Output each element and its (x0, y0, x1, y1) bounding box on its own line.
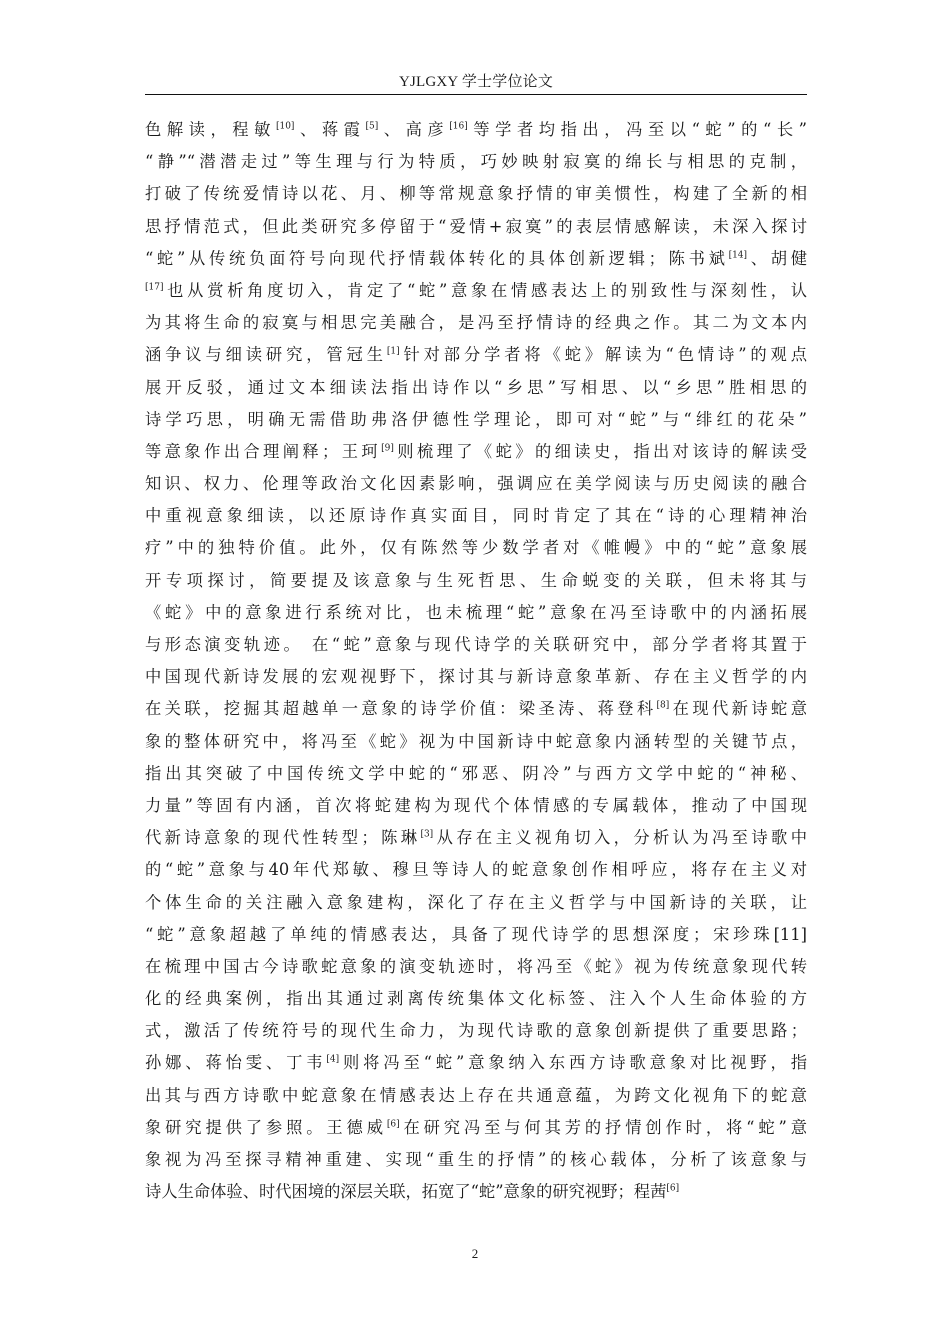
text-line: 孙娜、蒋怡雯、丁韦[4]则将冯至“蛇”意象纳入东西方诗歌意象对比视野，指 (145, 1053, 807, 1073)
citation-marker: [3] (420, 829, 434, 840)
text-line: 代新诗意象的现代性转型；陈琳[3]从存在主义视角切入，分析认为冯至诗歌中 (145, 828, 807, 848)
citation-marker: [14] (728, 250, 748, 261)
text-line: 在关联，挖掘其超越单一意象的诗学价值：梁圣涛、蒋登科[8]在现代新诗蛇意 (145, 699, 807, 719)
citation-marker: [8] (656, 700, 670, 711)
text-line: 式，激活了传统符号的现代生命力，为现代诗歌的意象创新提供了重要思路； (145, 1021, 807, 1041)
citation-marker: [1] (386, 346, 400, 357)
text-line: 象研究提供了参照。王德威[6]在研究冯至与何其芳的抒情创作时，将“蛇”意 (145, 1117, 807, 1137)
text-line: 《蛇》中的意象进行系统对比，也未梳理“蛇”意象在冯至诗歌中的内涵拓展 (145, 602, 807, 622)
text-line: 展开反驳，通过文本细读法指出诗作以“乡思”写相思、以“乡思”胜相思的 (145, 377, 807, 397)
text-line: [17]也从赏析角度切入，肯定了“蛇”意象在情感表达上的别致性与深刻性，认 (145, 280, 807, 300)
citation-marker: [9] (381, 443, 394, 454)
text-line: 中国现代新诗发展的宏观视野下，探讨其与新诗意象革新、存在主义哲学的内 (145, 667, 807, 687)
running-header: YJLGXY 学士学位论文 (398, 74, 554, 90)
citation-marker: [16] (449, 121, 468, 132)
text-line: 涵争议与细读研究，管冠生[1]针对部分学者将《蛇》解读为“色情诗”的观点 (145, 345, 807, 365)
text-line: 个体生命的关注融入意象建构，深化了存在主义哲学与中国新诗的关联，让 (145, 892, 807, 912)
text-line: 化的经典案例，指出其通过剥离传统集体文化标签、注入个人生命体验的方 (145, 989, 807, 1009)
text-line: 象的整体研究中，将冯至《蛇》视为中国新诗中蛇意象内涵转型的关键节点， (145, 731, 807, 751)
text-line: 思抒情范式，但此类研究多停留于“爱情+寂寞”的表层情感解读，未深入探讨 (145, 216, 807, 236)
page-number: 2 (471, 1246, 479, 1261)
text-line: 出其与西方诗歌中蛇意象在情感表达上存在共通意蕴，为跨文化视角下的蛇意 (145, 1085, 807, 1105)
text-line: “静”“潜潜走过”等生理与行为特质，巧妙映射寂寞的绵长与相思的克制， (145, 152, 807, 172)
text-line: 知识、权力、伦理等政治文化因素影响，强调应在美学阅读与历史阅读的融合 (145, 474, 807, 494)
header-rule (145, 94, 807, 95)
citation-marker: [5] (365, 121, 379, 132)
citation-marker: [6] (386, 1119, 400, 1130)
text-line: 象视为冯至探寻精神重建、实现“重生的抒情”的核心载体，分析了该意象与 (145, 1150, 807, 1169)
body-text (145, 114, 807, 1208)
text-line: 诗学巧思，明确无需借助弗洛伊德性学理论，即可对“蛇”与“绯红的花朵” (145, 409, 807, 429)
text-line: 与形态演变轨迹。 在“蛇”意象与现代诗学的关联研究中，部分学者将其置于 (145, 635, 807, 654)
text-line: 中重视意象细读，以还原诗作真实面目，同时肯定了其在“诗的心理精神治 (145, 506, 807, 526)
text-line: 开专项探讨，简要提及该意象与生死哲思、生命蜕变的关联，但未将其与 (145, 570, 807, 590)
text-line: “蛇”从传统负面符号向现代抒情载体转化的具体创新逻辑；陈书斌[14]、胡健 (145, 248, 807, 268)
text-line: 色解读，程敏[10]、蒋霞[5]、高彦[16]等学者均指出，冯至以“蛇”的“长” (145, 120, 807, 139)
text-line: 为其将生命的寂寞与相思完美融合，是冯至抒情诗的经典之作。其二为文本内 (145, 313, 807, 333)
citation-marker: [17] (145, 282, 164, 293)
text-line: 力量”等固有内涵，首次将蛇建构为现代个体情感的专属载体，推动了中国现 (145, 795, 807, 815)
text-line: “蛇”意象超越了单纯的情感表达，具备了现代诗学的思想深度；宋珍珠[11] (145, 924, 807, 944)
citation-marker: [10] (275, 121, 295, 132)
text-line: 诗人生命体验、时代困境的深层关联，拓宽了“蛇”意象的研究视野；程茜[6] (145, 1182, 680, 1202)
text-line: 等意象作出合理阐释；王珂[9]则梳理了《蛇》的细读史，指出对该诗的解读受 (145, 441, 807, 461)
citation-marker: [6] (666, 1183, 680, 1194)
text-line: 的“蛇”意象与40年代郑敏、穆旦等诗人的蛇意象创作相呼应，将存在主义对 (145, 860, 807, 880)
citation-marker: [4] (326, 1055, 340, 1066)
text-line: 指出其突破了中国传统文学中蛇的“邪恶、阴冷”与西方文学中蛇的“神秘、 (145, 763, 807, 783)
text-line: 在梳理中国古今诗歌蛇意象的演变轨迹时，将冯至《蛇》视为传统意象现代转 (145, 956, 807, 976)
text-line: 疗”中的独特价值。此外，仅有陈然等少数学者对《帷幔》中的“蛇”意象展 (145, 538, 807, 558)
text-line: 打破了传统爱情诗以花、月、柳等常规意象抒情的审美惯性，构建了全新的相 (145, 184, 807, 204)
